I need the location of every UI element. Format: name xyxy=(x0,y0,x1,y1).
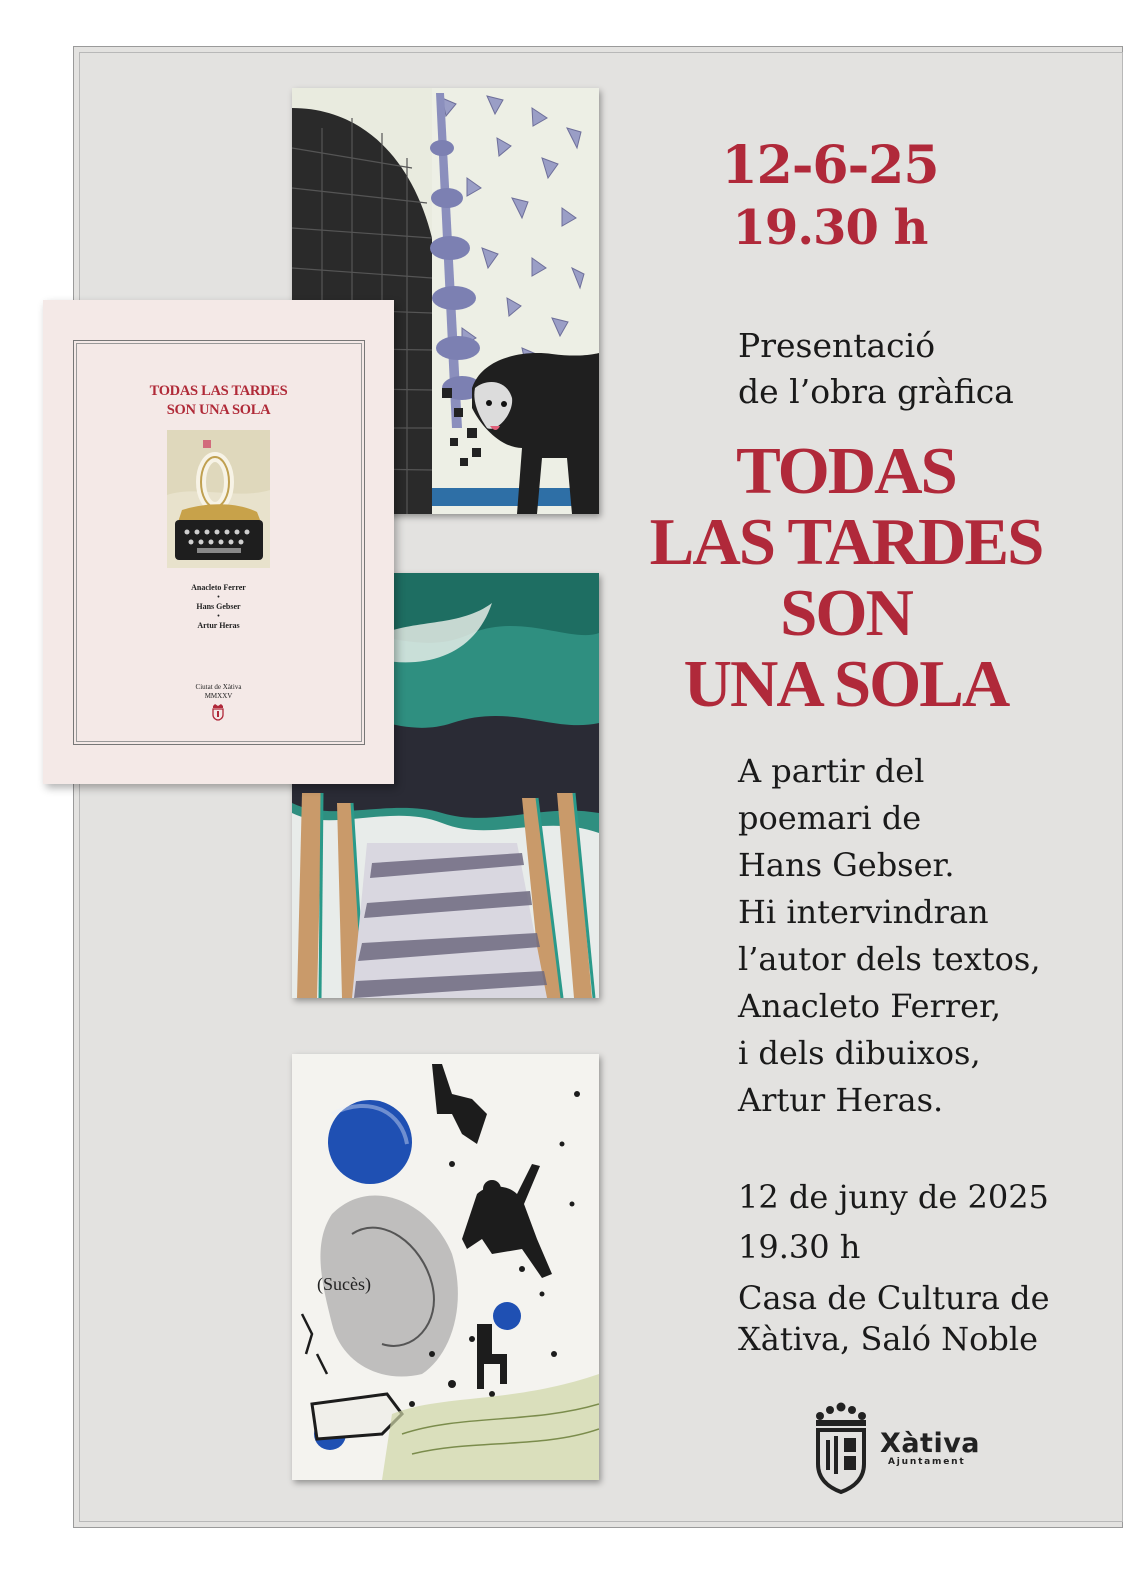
description-line-2: poemari de xyxy=(738,799,922,837)
description-line-8: Artur Heras. xyxy=(738,1081,944,1119)
event-title-line-3: SON xyxy=(780,576,912,650)
book-author-1: Anacleto Ferrer xyxy=(191,583,246,592)
small-crest-icon xyxy=(211,703,225,721)
event-when xyxy=(738,1172,1049,1272)
description-line-4: Hi intervindran xyxy=(738,893,989,931)
book-author-separator-2: • xyxy=(217,612,220,620)
event-time-short: 19.30 h xyxy=(732,200,928,256)
description-line-3: Hans Gebser. xyxy=(738,846,955,884)
event-date-long: 12 de juny de 2025 xyxy=(738,1178,1049,1216)
description-line-6: Anacleto Ferrer, xyxy=(738,987,1002,1025)
svg-text:(Sucès): (Sucès) xyxy=(317,1274,371,1294)
presentation-line-2: de l’obra gràfica xyxy=(738,372,1014,411)
book-author-separator-1: • xyxy=(217,593,220,601)
event-date-short: 12-6-25 xyxy=(721,135,939,196)
event-venue xyxy=(738,1278,1050,1360)
book-year: MMXXV xyxy=(204,692,233,700)
book-city: Ciutat de Xàtiva xyxy=(195,683,242,691)
description-line-5: l’autor dels textos, xyxy=(738,940,1041,978)
presentation-line-1: Presentació xyxy=(738,326,936,365)
event-title-line-2: LAS TARDES xyxy=(649,505,1043,579)
book-author-3: Artur Heras xyxy=(197,621,240,630)
book-title xyxy=(43,382,394,420)
event-title xyxy=(640,436,1052,720)
venue-line-2: Xàtiva, Saló Noble xyxy=(738,1320,1039,1358)
book-title-line-1: TODAS LAS TARDES xyxy=(149,383,288,399)
logo-name: Xàtiva xyxy=(880,1428,981,1459)
presentation-subtitle xyxy=(738,323,1014,415)
book-author-2: Hans Gebser xyxy=(196,602,241,611)
venue-line-1: Casa de Cultura de xyxy=(738,1279,1050,1317)
book-imprint xyxy=(43,683,394,701)
book-cover-image-typewriter xyxy=(167,430,270,568)
artwork-falling-figures xyxy=(292,1054,599,1480)
event-description xyxy=(738,748,1041,1124)
description-line-7: i dels dibuixos, xyxy=(738,1034,981,1072)
event-title-line-1: TODAS xyxy=(736,434,956,508)
book-title-line-2: SON UNA SOLA xyxy=(166,402,271,418)
event-time-long: 19.30 h xyxy=(738,1228,861,1266)
event-title-line-4: UNA SOLA xyxy=(683,647,1009,721)
book-authors xyxy=(43,582,394,631)
logo-subtitle: Ajuntament xyxy=(888,1457,966,1467)
description-line-1: A partir del xyxy=(738,752,925,790)
book-cover xyxy=(43,300,394,784)
